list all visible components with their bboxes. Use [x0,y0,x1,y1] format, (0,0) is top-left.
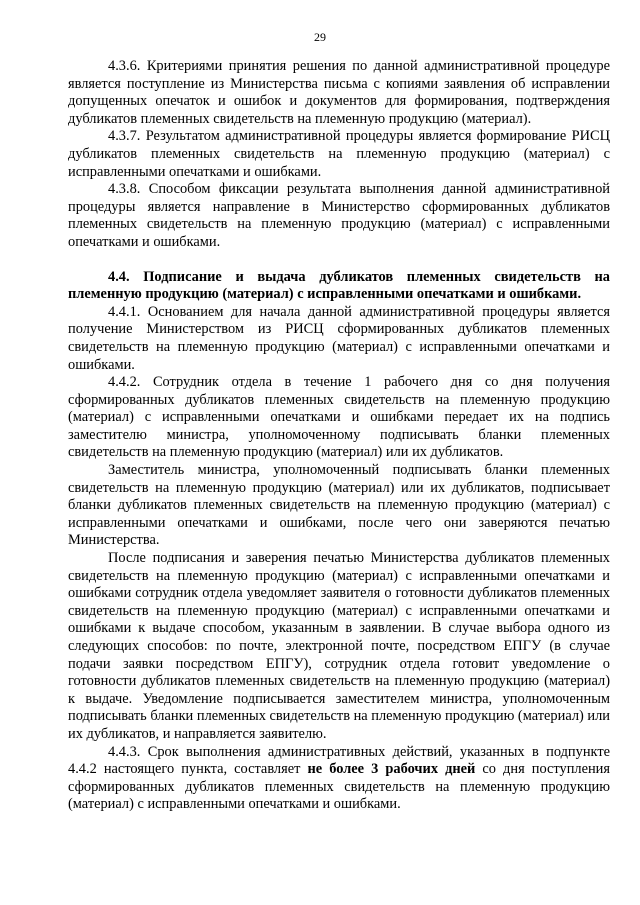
paragraph-after-signing: После подписания и заверения печатью Министерства дубликатов племенных свидетельств на племенную продукцию (материал) с исправленными опечатками и ошибками сотрудник отдела уведомляет заявителя о готовности дубликатов племенных свидетельств на племенную продукцию (материал) с исправленными опечатками и ошибками к выдаче способом, указанным в заявлении. В случае выбора одного из следующих способов: по почте, электронной почте, посредством ЕПГУ (в случае подачи заявки посредством ЕПГУ), сотрудник отдела готовит уведомление о готовности дубликатов племенных свидетельств на племенную продукцию (материал) к выдаче. Уведомление подписывается заместителем министра, уполномоченным подписывать бланки племенных свидетельств на племенную продукцию (материал) или их дубликатов, и направляется заявителю. [68,550,610,742]
document-body [68,58,610,814]
paragraph-4-4-1: 4.4.1. Основанием для начала данной административной процедуры является получение Министерством из РИСЦ сформированных дубликатов племенных свидетельств на племенную продукцию (материал) с исправленными опечатками и ошибками. [68,303,610,373]
paragraph-4-3-7: 4.3.7. Результатом административной процедуры является формирование РИСЦ дубликатов племенных свидетельств на племенную продукцию (материал) с исправленными опечатками и ошибками. [68,128,610,180]
paragraph-4-4-3-start: 4.4.3. Срок выполнения административных действий, указанных в подпункте 4.4.2 настоящего пункта, составляет [68,743,610,778]
paragraph-4-4-2: 4.4.2. Сотрудник отдела в течение 1 рабочего дня со дня получения сформированных дубликатов племенных свидетельств на племенную продукцию (материал) с исправленными опечатками и ошибками передает их на подпись заместителю министра, уполномоченному подписывать бланки племенных свидетельств на племенную продукцию (материал) или их дубликатов. [68,374,610,461]
page-number: 29 [314,30,326,44]
paragraph-deputy-minister: Заместитель министра, уполномоченный подписывать бланки племенных свидетельств на племенную продукцию (материал) или их дубликатов, подписывает бланки дубликатов племенных свидетельств на племенную продукцию (материал) с исправленными опечатками и ошибками, после чего они заверяются печатью Министерства. [68,462,610,549]
paragraph-4-4-3-emphasis: не более 3 рабочих дней [307,761,476,778]
paragraph-4-3-6: 4.3.6. Критериями принятия решения по данной административной процедуре является поступление из Министерства письма с копиями заявления об исправлении допущенных опечаток и ошибок и документов для формирования, подтверждения дубликатов племенных свидетельств на племенную продукцию (материал). [68,58,610,127]
paragraph-4-4-3 [68,744,610,814]
paragraph-4-4-3-end: со дня поступления сформированных дубликатов племенных свидетельств на племенную продукцию (материал) с исправленными опечатками и ошибками. [68,761,610,813]
section-heading-4-4: 4.4. Подписание и выдача дубликатов племенных свидетельств на племенную продукцию (материал) с исправленными опечатками и ошибками. [68,268,610,303]
paragraph-4-3-8: 4.3.8. Способом фиксации результата выполнения данной административной процедуры является направление в Министерство сформированных дубликатов племенных свидетельств на племенную продукцию (материал) с исправленными опечатками и ошибками. [68,181,610,250]
